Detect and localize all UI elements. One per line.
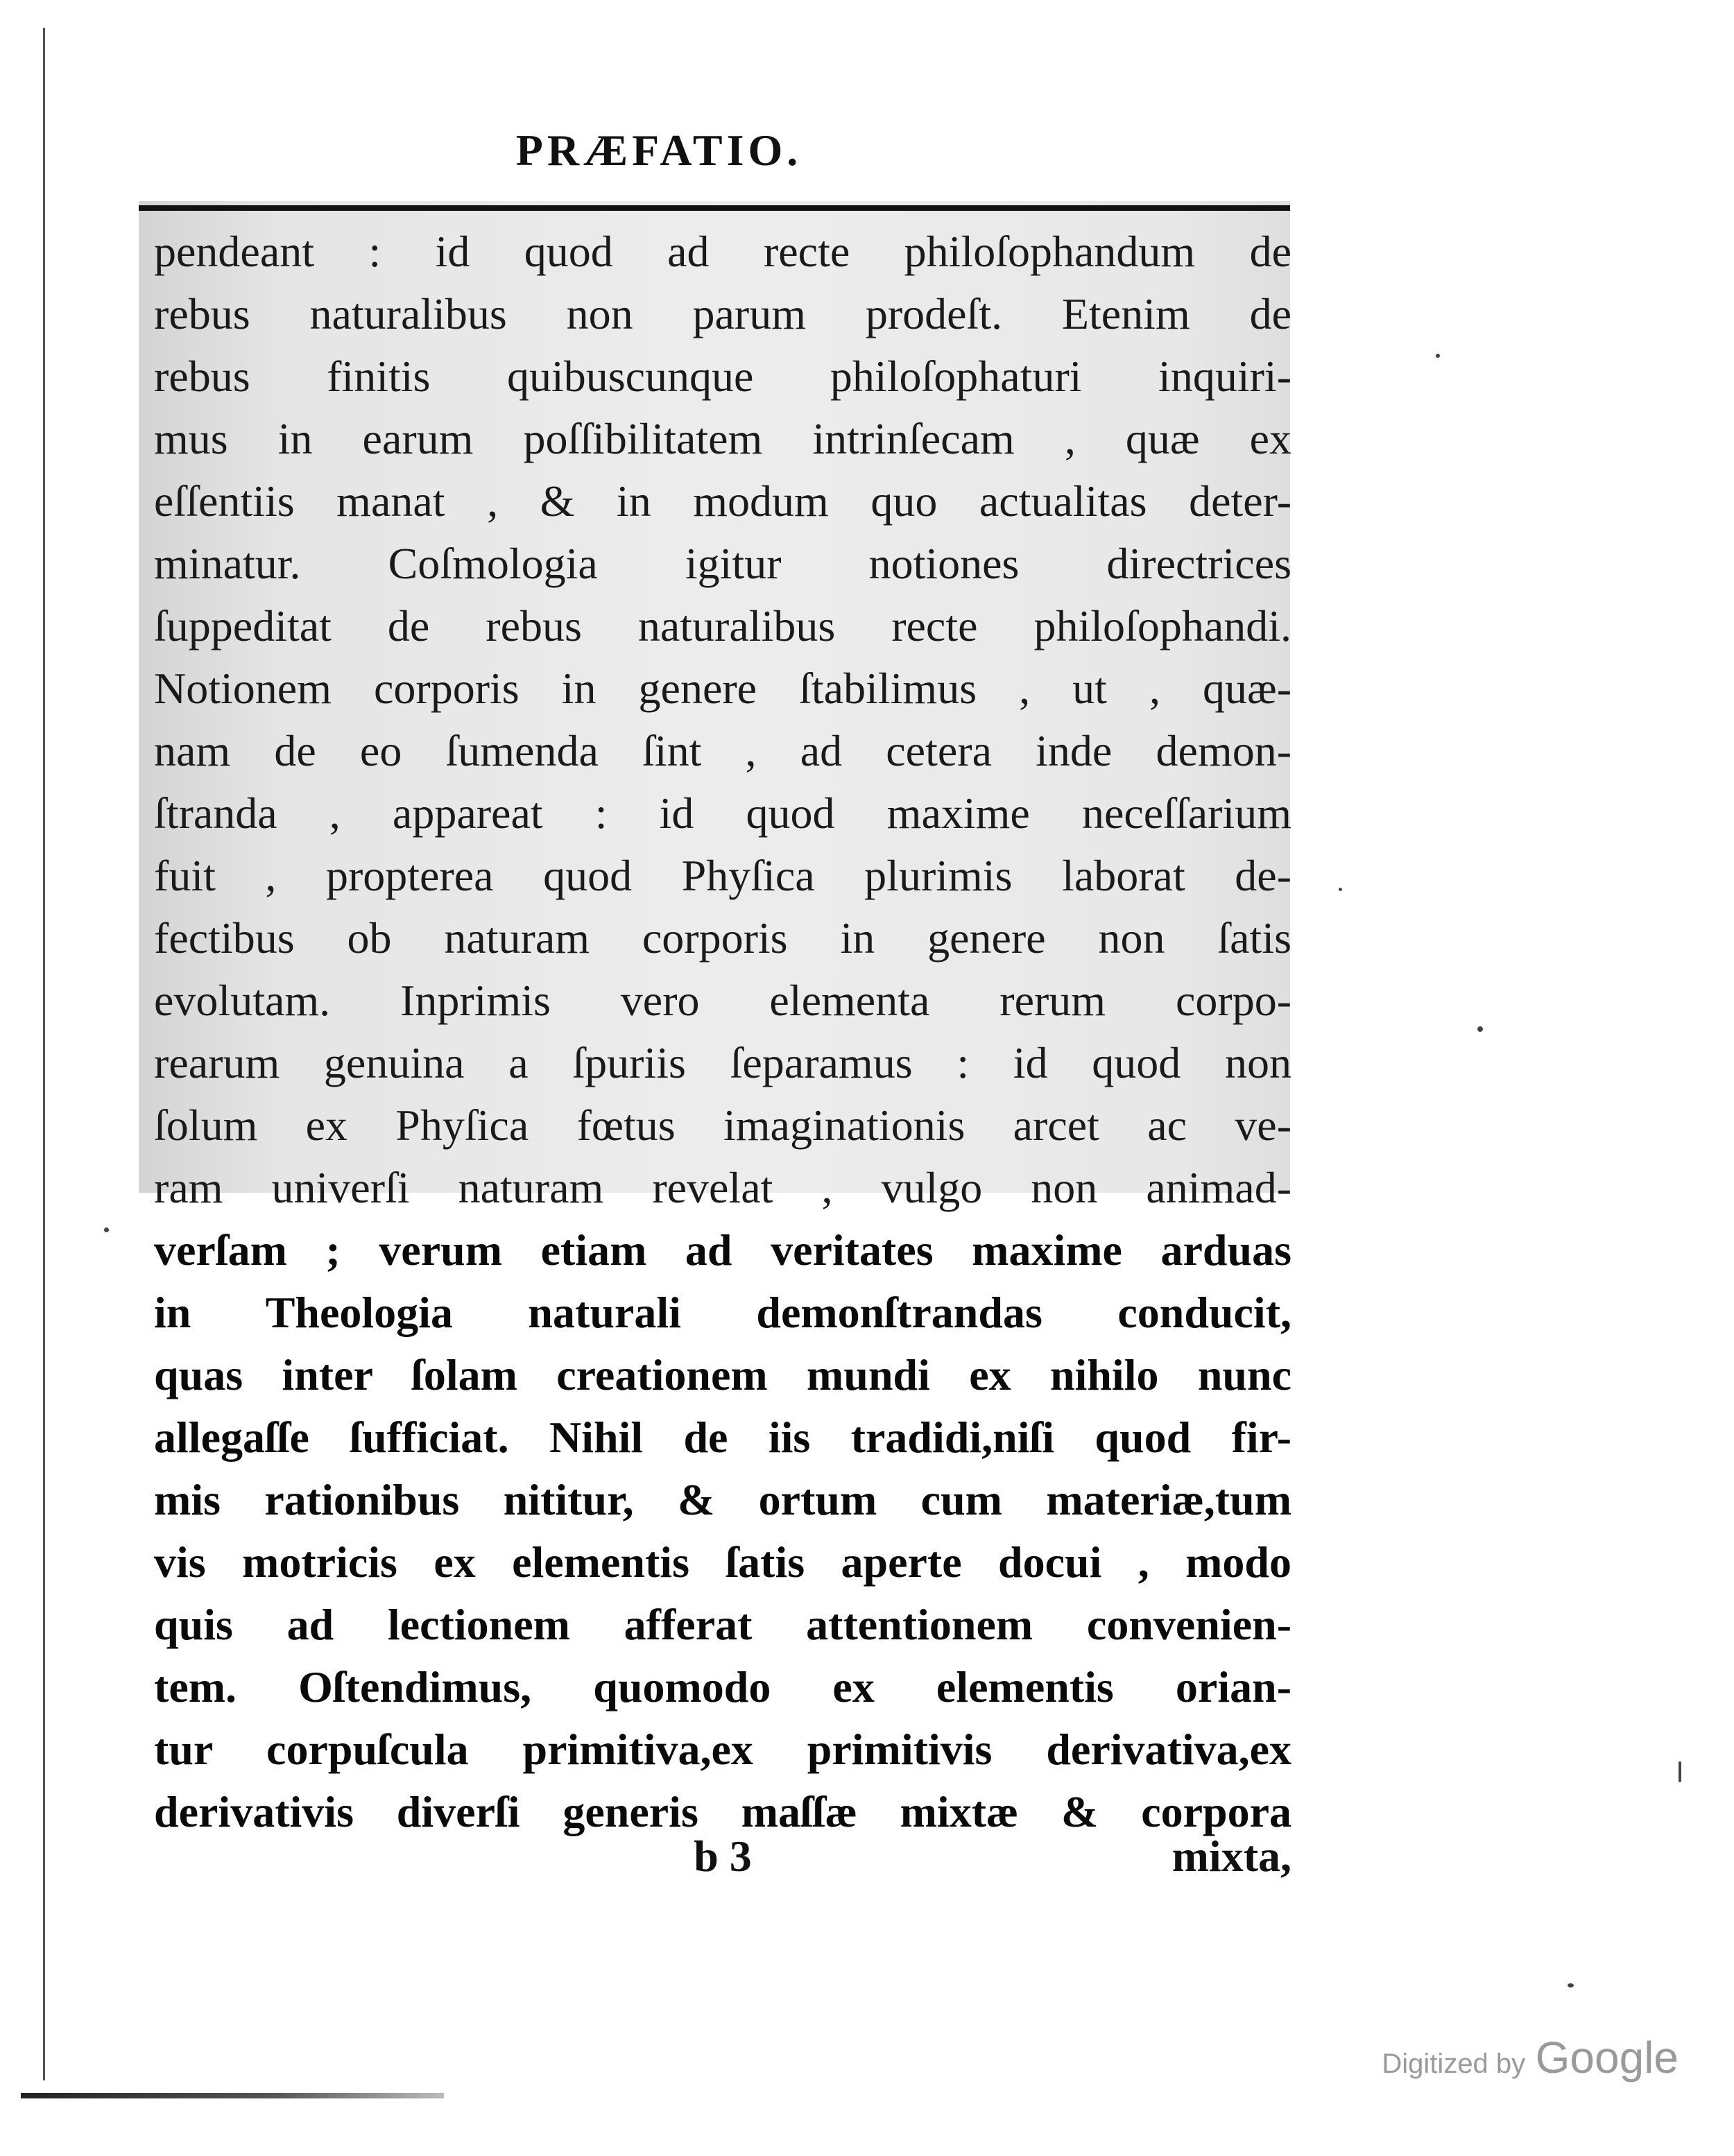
scan-edge-rule bbox=[21, 2093, 444, 2098]
text-line: allegaſſe ſufficiat. Nihil de iis tradidi,niſi quod fir- bbox=[154, 1413, 1291, 1462]
text-line: quis ad lectionem afferat attentionem convenien- bbox=[154, 1600, 1291, 1649]
text-line: ſtranda , appareat : id quod maxime neceſſarium bbox=[154, 788, 1291, 838]
text-line: rearum genuina a ſpuriis ſeparamus : id quod non bbox=[154, 1038, 1291, 1087]
scan-speck bbox=[1679, 1761, 1681, 1782]
body-text bbox=[154, 221, 1291, 1843]
text-line: fuit , propterea quod Phyſica plurimis laborat de- bbox=[154, 851, 1291, 900]
watermark-brand: Google bbox=[1535, 2033, 1679, 2082]
signature-mark: b 3 bbox=[694, 1831, 752, 1881]
text-line: ſolum ex Phyſica fœtus imaginationis arcet ac ve- bbox=[154, 1101, 1291, 1150]
binding-edge-line bbox=[43, 28, 45, 2080]
text-line: ram univerſi naturam revelat , vulgo non animad- bbox=[154, 1163, 1291, 1212]
watermark-prefix: Digitized by bbox=[1382, 2049, 1526, 2079]
text-line: tur corpuſcula primitiva,ex primitivis derivativa,ex bbox=[154, 1725, 1291, 1774]
text-line: nam de eo ſumenda ſint , ad cetera inde demon- bbox=[154, 726, 1291, 775]
text-line: ſuppeditat de rebus naturalibus recte philoſophandi. bbox=[154, 601, 1291, 650]
text-line: in Theologia naturali demonſtrandas conducit, bbox=[154, 1288, 1291, 1337]
text-line: vis motricis ex elementis ſatis aperte docui , modo bbox=[154, 1537, 1291, 1587]
text-line: rebus naturalibus non parum prodeſt. Etenim de bbox=[154, 289, 1291, 338]
header-rule bbox=[139, 205, 1290, 211]
page-footer bbox=[154, 1831, 1291, 1893]
catchword: mixta, bbox=[1171, 1831, 1291, 1881]
text-line: quas inter ſolam creationem mundi ex nihilo nunc bbox=[154, 1350, 1291, 1399]
scan-speck bbox=[1568, 1983, 1574, 1987]
text-line: evolutam. Inprimis vero elementa rerum corpo- bbox=[154, 976, 1291, 1025]
text-line: fectibus ob naturam corporis in genere non ſatis bbox=[154, 913, 1291, 963]
text-line: derivativis diverſi generis maſſæ mixtæ & corpora bbox=[154, 1787, 1291, 1836]
text-line: pendeant : id quod ad recte philoſophandum de bbox=[154, 227, 1291, 276]
text-line: tem. Oſtendimus, quomodo ex elementis orian- bbox=[154, 1662, 1291, 1711]
digitization-watermark bbox=[1382, 2032, 1679, 2083]
scan-speck bbox=[1339, 888, 1342, 891]
text-line: rebus finitis quibuscunque philoſophaturi inquiri- bbox=[154, 352, 1291, 401]
scan-speck bbox=[1436, 354, 1440, 358]
scan-speck bbox=[104, 1227, 109, 1232]
text-line: eſſentiis manat , & in modum quo actualitas deter- bbox=[154, 476, 1291, 526]
text-line: minatur. Coſmologia igitur notiones directrices bbox=[154, 539, 1291, 588]
text-line: mus in earum poſſibilitatem intrinſecam , quæ ex bbox=[154, 414, 1291, 463]
running-head: PRÆFATIO. bbox=[515, 126, 802, 175]
text-line: mis rationibus nititur, & ortum cum materiæ,tum bbox=[154, 1475, 1291, 1524]
scan-speck bbox=[1477, 1026, 1483, 1032]
text-line: verſam ; verum etiam ad veritates maxime arduas bbox=[154, 1225, 1291, 1275]
text-line: Notionem corporis in genere ſtabilimus , ut , quæ- bbox=[154, 664, 1291, 713]
